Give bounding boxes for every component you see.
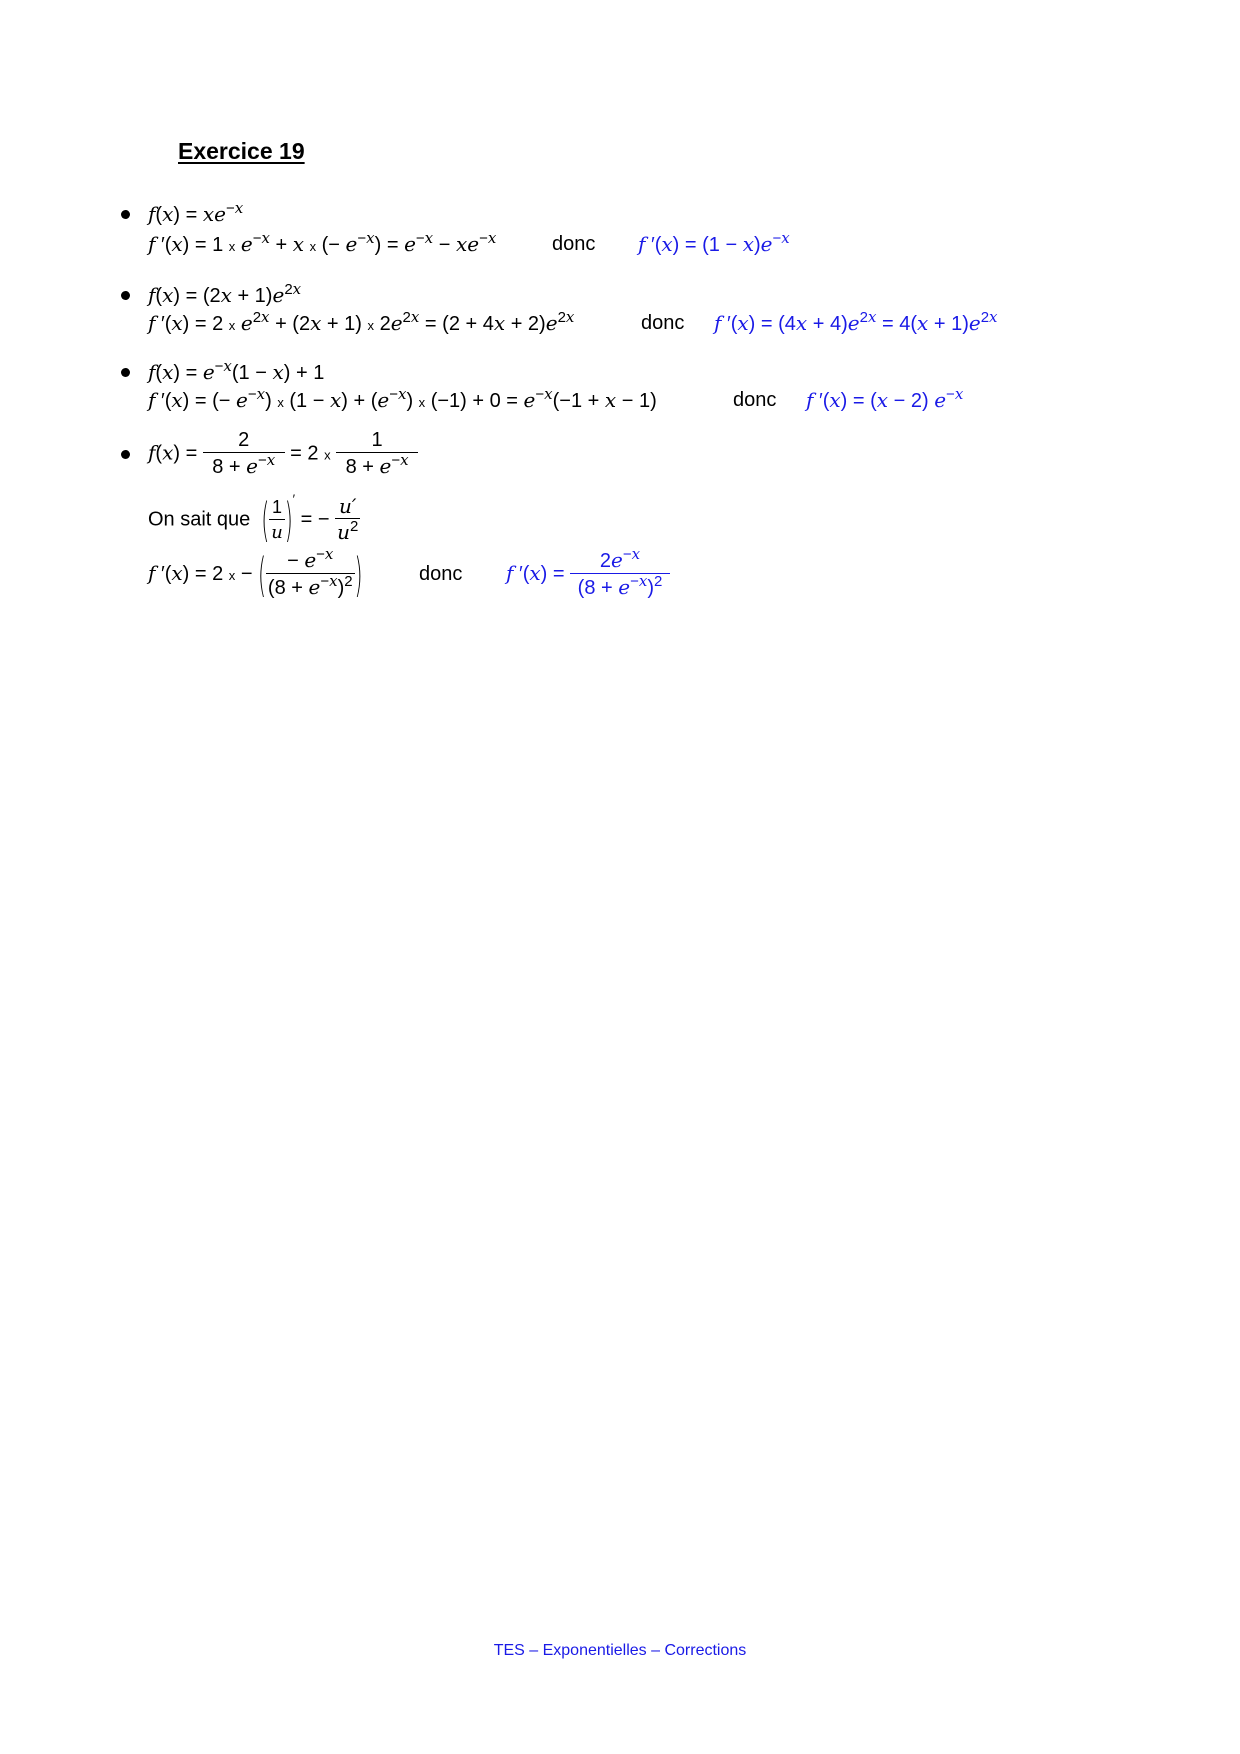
item4-function: f(x) = $\frac{2}{8 + e^{-x}}$ = 2 x $\frac{1}{8 + e^{-x}}$ <box>148 429 416 478</box>
item1-donc: donc <box>552 233 596 255</box>
on-sait-que-label: On sait que <box>148 508 251 531</box>
item1-answer: f $'(x) = (1 - x)e^{-x}$ <box>638 229 790 256</box>
bullet-1 <box>121 210 130 219</box>
item4-derivative: f ′(x) = 2 x − ( $\frac{- e^{-x}}{(8 + e^{-x})^2}$ ) <box>148 545 363 603</box>
item3-donc: donc <box>733 389 777 411</box>
bullet-2 <box>121 291 130 300</box>
item2-answer: f $'(x) = (4x + 4)e^{2x} = 4(x + 1)e^{2x}$ <box>714 308 998 335</box>
item2-donc: donc <box>641 312 685 334</box>
exercise-title: Exercice 19 <box>178 138 305 164</box>
item3-derivative: f ′(x) = (− $e^{-x}$) x $(1 - x) + (e^{-x})$ x $(-1) + 0 = e^{-x}(-1 + x - 1)$ <box>148 385 657 412</box>
page-footer: TES – Exponentielles – Corrections <box>493 1642 747 1659</box>
bullet-3 <box>121 368 130 377</box>
item1-function: $f(x) = xe^{-x}$ <box>148 199 244 226</box>
item4-answer: f ′(x) = $\frac{2e^{-x}}{(8 + e^{-x})^2}$ <box>506 548 670 601</box>
item3-function: $f(x) = e^{-x}(1 - x) + 1$ <box>148 357 325 384</box>
item2-derivative: f ′(x) = 2 x $e^{2x} + (2x + 1)$ x $2e^{2x} = (2 + 4x + 2)e^{2x}$ <box>148 308 575 335</box>
item4-donc: donc <box>419 563 463 585</box>
item3-answer: f ′(x) = (x − 2) $e^{-x}$ <box>806 385 964 412</box>
item2-function: $f(x) = (2x + 1)e^{2x}$ <box>148 280 302 307</box>
bullet-4 <box>121 450 130 459</box>
item4-rule: On sait que ( $\frac{1}{u}$ )′ = − $\frac{u'}{u^2}$ <box>148 491 359 548</box>
item1-derivative: f ′(x) = 1 x $e^{-x} + x$ x (− $e^{-x}) = e^{-x} - xe^{-x}$ <box>148 229 497 256</box>
